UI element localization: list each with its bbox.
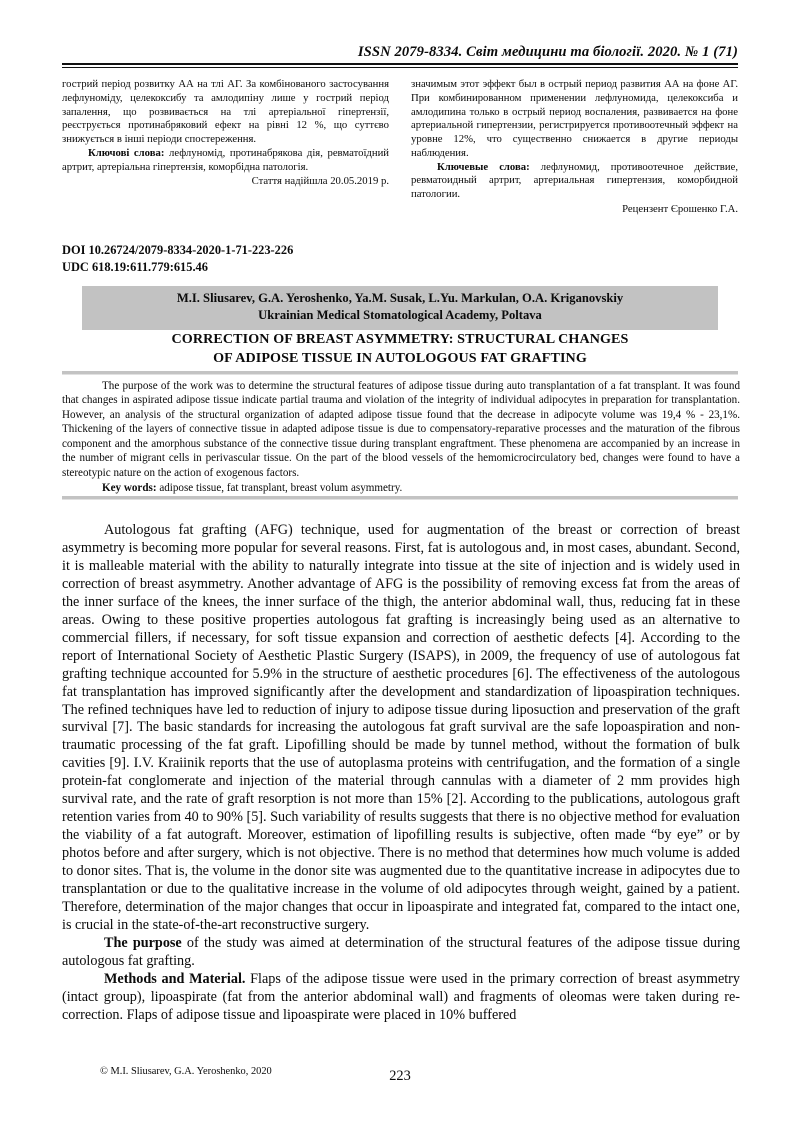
purpose-label: The purpose: [104, 934, 182, 951]
body-paragraph-methods: [62, 971, 740, 1025]
methods-label: Methods and Material.: [104, 970, 246, 987]
ukrainian-summary: гострий період розвитку АА на тлі АГ. За комбінованого застосування лефлуноміду, целекоксибу та амлодипіну лише у гострий період запалення, що розвивається на тлі артеріальної гіпертензії, реєструється протинабряковий ефект на рівні 12 %, що суттєво знижується в інші періоди спостереження.: [62, 78, 389, 145]
title-line-1: CORRECTION OF BREAST ASYMMETRY: STRUCTURAL CHANGES: [171, 331, 629, 347]
abstract-column-russian: [411, 78, 738, 217]
abstract-column-ukrainian: [62, 78, 389, 217]
russian-signoff: Рецензент Єрошенко Г.А.: [622, 202, 738, 215]
ukrainian-signoff: Стаття надійшла 20.05.2019 р.: [251, 175, 389, 188]
methods-text: Flaps of the adipose tissue were used in the primary correction of breast asymmetry (intact group), lipoaspirate (fat from the anterior abdominal wall) and fragments of oleomas were taken during re-correction. Flaps of adipose tissue and lipoaspirate were placed in 10% buffered: [62, 970, 741, 1023]
footer-page-number: 223: [389, 1068, 411, 1084]
page-title: [62, 330, 738, 367]
running-head: [62, 44, 738, 68]
russian-keywords-label: Ключевые слова:: [437, 160, 530, 173]
article-body: [62, 522, 740, 1025]
ukrainian-keywords-paragraph: [62, 147, 389, 175]
abstract-columns: [62, 78, 738, 217]
ukrainian-keywords-label: Ключові слова:: [88, 146, 165, 159]
footer-copyright: © M.I. Sliusarev, G.A. Yeroshenko, 2020: [100, 1066, 272, 1077]
purpose-text: of the study was aimed at determination of the structural features of the adipose tissue during autologous fat grafting.: [62, 934, 740, 969]
english-keywords-label: Key words:: [102, 481, 157, 494]
zigzag-divider-top: [62, 371, 738, 378]
russian-summary: значимым этот эффект был в острый период развития АА на фоне АГ. При комбинированном применении лефлуномида, целекоксиба и амлодипина только в острый период воспаления, развивается на фоне артериальной гипертензии, регистрируется противоотечный эффект на уровне 12%, что существенно снижается в другие периоды наблюдения.: [411, 78, 738, 159]
affiliation: Ukrainian Medical Stomatological Academy, Poltava: [258, 308, 542, 323]
russian-keywords-text: лефлуномид, противоотечное действие, ревматоидный артрит, артериальная гипертензия, коморбидной патологии.: [411, 160, 738, 200]
author-band: [82, 286, 718, 330]
title-line-2: OF ADIPOSE TISSUE IN AUTOLOGOUS FAT GRAFTING: [213, 349, 587, 366]
body-paragraph-purpose: [62, 935, 740, 971]
english-keywords-paragraph: [62, 481, 740, 495]
doi-line: DOI 10.26724/2079-8334-2020-1-71-223-226: [62, 243, 294, 257]
running-head-text: ISSN 2079-8334. Світ медицини та біології. 2020. № 1 (71): [357, 44, 738, 60]
english-abstract: [62, 379, 740, 495]
udc-line: UDC 618.19:611.779:615.46: [62, 259, 208, 274]
english-abstract-text: The purpose of the work was to determine the structural features of adipose tissue during auto transplantation of a fat transplant. It was found that changes in aspirated adipose tissue indicate partial trauma and violation of the integrity of individual adipocytes in preparation for transplantation. However, an analysis of the structural organization of adapted adipose tissue found that the decrease in adipocyte volume was 19,4 % - 23,1%. Thickening of the layers of connective tissue in adapted adipose tissue is due to compensatory-reparative processes and the maturation of the fibrous component and the amorphous substance of the connective tissue during transplant engraftment. These phenomena are accompanied by an increase in the number of migrant cells in perivascular tissue. On the part of the blood vessels of the hemomicrocirculatory bed, changes were found to have a stereotypic nature on the action of exogenous factors.: [62, 380, 740, 479]
running-head-rule: [62, 63, 738, 68]
russian-keywords-paragraph: [411, 161, 738, 202]
body-paragraph-intro: Autologous fat grafting (AFG) technique, used for augmentation of the breast or correction of breast asymmetry is becoming more popular for several reasons. First, fat is autologous and, in most cases, abundant. Second, it is malleable material with the ability to naturally integrate into tissue at the site of injection and is widely used in correction of breast asymmetry. Another advantage of AFG is the possibility of removing excess fat from the areas of the inner surface of the knees, the inner surface of the thigh, the anterior abdominal wall, thus, reducing fat in these areas. Owing to these positive properties autologous fat grafting is increasingly being used as an alternative to commercial fillers, if necessary, for soft tissue expansion and correction of aesthetic defects [4]. According to the report of International Society of Aesthetic Plastic Surgery (ISAPS), in 2009, the frequency of use of autologous fat grafting technique accounted for 5.9% in the structure of aesthetic procedures [6]. The effectiveness of the autologous fat transplantation has improved significantly after the development and standardization of lipoaspiration techniques. The refined techniques have led to reduction of injury to adipose tissue during liposuction and preservation of the graft survival [7]. The basic standards for increasing the autologous fat graft survival are the safe lopoaspiration and non-traumatic processing of the fat graft. Lipofilling should be made by tunnel method, without the formation of bulk cavities [9]. I.V. Kraiinik reports that the use of autoplasma proteins with centrifugation, and the formation of a single protein-fat conglomerate and injection of the material through cannulas with a diameter of 2 mm provides high survival rate, and the rate of graft resorption is not more than 15% [2]. According to the publications, autologous graft retention varies from 40 to 90% [5]. Such variability of results suggests that there is no objective method for evaluation the viability of a fat autograft. Moreover, estimation of lipofilling results is subjective, often made “by eye” or by photos before and after surgery, which is not objective. There is no method that determines how much volume is added to donor sites. That is, the volume in the donor site was augmented due to the quantitative increase in adipocytes due to transplantation or due to the qualitative increase in the volume of old adipocytes through weight, gained by a patient. Therefore, determination of the major changes that occur in lipoaspirate and integrated fat, compared to the intact one, is crucial in the state-of-the-art reconstructive surgery.: [62, 522, 740, 933]
identifier-block: [62, 242, 293, 275]
ukrainian-keywords-text: лефлуномід, протинабрякова дія, ревматоїдний артрит, артеріальна гіпертензія, коморбідна патологія.: [62, 146, 390, 173]
author-list: M.I. Sliusarev, G.A. Yeroshenko, Ya.M. Susak, L.Yu. Markulan, O.A. Kriganovskiy: [176, 291, 624, 305]
zigzag-divider-bottom: [62, 496, 738, 503]
english-keywords-text: adipose tissue, fat transplant, breast volum asymmetry.: [159, 481, 403, 494]
